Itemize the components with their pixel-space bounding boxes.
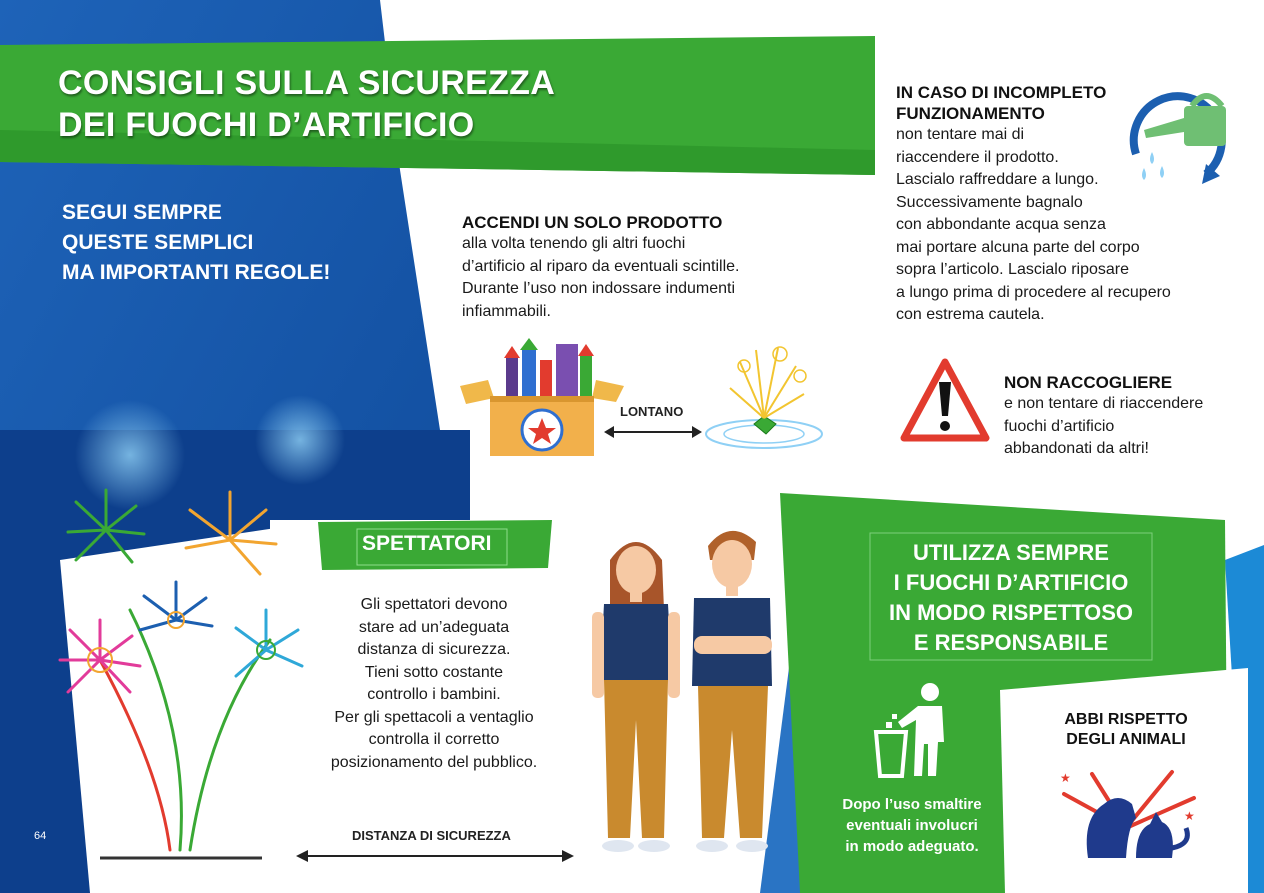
non-raccogliere-line: e non tentare di riaccendere	[1004, 395, 1204, 412]
double-arrow-icon	[604, 422, 702, 442]
spettatori-line: controlla il corretto	[368, 731, 500, 748]
incompleto-line: a lungo prima di procedere al recupero	[896, 283, 1171, 301]
accendi-line: alla volta tenendo gli altri fuochi	[462, 235, 686, 252]
page-title	[58, 62, 555, 146]
utilizza-line: IN MODO RISPETTOSO	[888, 600, 1134, 625]
incompleto-heading-1: IN CASO DI INCOMPLETO	[896, 83, 1107, 102]
distance-arrow-icon	[296, 846, 574, 866]
non-raccogliere-line: fuochi d’artificio	[1004, 417, 1115, 435]
trash-bin-person-icon	[872, 680, 954, 778]
smaltire-line: eventuali involucri	[846, 817, 978, 834]
incompleto-heading-2: FUNZIONAMENTO	[896, 104, 1045, 123]
fountain-icon	[700, 342, 828, 456]
animali-block	[1026, 710, 1226, 750]
spettatori-line: stare ad un’adeguata	[358, 618, 510, 636]
accendi-line: d’artificio al riparo da eventuali scintille.	[462, 257, 740, 275]
intro-text	[62, 198, 330, 288]
accendi-heading: ACCENDI UN SOLO PRODOTTO	[462, 213, 723, 232]
fireworks-box-icon	[458, 338, 628, 460]
incompleto-line: riaccendere il prodotto.	[896, 148, 1059, 166]
spettatori-line: controllo i bambini.	[367, 686, 501, 703]
utilizza-block	[870, 538, 1152, 658]
spettatori-block	[302, 594, 566, 774]
intro-line-3: MA IMPORTANTI REGOLE!	[62, 261, 331, 284]
distanza-label: DISTANZA DI SICUREZZA	[352, 828, 511, 843]
smaltire-line: Dopo l’uso smaltire	[842, 796, 982, 813]
svg-text:★: ★	[1184, 809, 1195, 823]
spettatori-line: Per gli spettacoli a ventaglio	[334, 708, 534, 726]
title-line-2: DEI FUOCHI D’ARTIFICIO	[58, 106, 475, 144]
incompleto-line: con estrema cautela.	[896, 306, 1045, 323]
smaltire-line: in modo adeguato.	[845, 838, 979, 855]
animali-line-1: ABBI RISPETTO	[1064, 711, 1188, 728]
fireworks-illustration	[40, 470, 320, 870]
watering-can-icon	[1122, 84, 1238, 188]
accendi-block	[462, 212, 862, 323]
page-number: 64	[34, 830, 47, 842]
spectators-illustration	[590, 520, 780, 865]
spettatori-line: Gli spettatori devono	[360, 596, 508, 613]
incompleto-line: mai portare alcuna parte del corpo	[896, 238, 1140, 256]
animali-line-2: DEGLI ANIMALI	[1066, 731, 1186, 748]
incompleto-line: Lascialo raffreddare a lungo.	[896, 171, 1099, 188]
incompleto-line: con abbondante acqua senza	[896, 216, 1106, 233]
spettatori-heading: SPETTATORI	[362, 532, 492, 555]
intro-line-2: QUESTE SEMPLICI	[62, 231, 254, 254]
non-raccogliere-block	[1004, 372, 1244, 461]
non-raccogliere-line: abbandonati da altri!	[1004, 440, 1149, 457]
utilizza-line: UTILIZZA SEMPRE	[913, 540, 1109, 565]
svg-text:★: ★	[1060, 771, 1071, 785]
intro-line-1: SEGUI SEMPRE	[62, 201, 222, 224]
utilizza-line: E RESPONSABILE	[913, 630, 1109, 655]
accendi-line: Durante l’uso non indossare indumenti	[462, 280, 736, 297]
spettatori-line: distanza di sicurezza.	[357, 641, 511, 658]
warning-triangle-icon	[900, 358, 990, 444]
spettatori-line: posizionamento del pubblico.	[330, 753, 538, 771]
incompleto-line: Successivamente bagnalo	[896, 193, 1083, 211]
accendi-line: infiammabili.	[462, 302, 551, 320]
animals-icon	[1052, 768, 1202, 860]
smaltire-block	[826, 794, 998, 857]
utilizza-line: I FUOCHI D’ARTIFICIO	[893, 570, 1129, 595]
incompleto-line: non tentare mai di	[896, 126, 1025, 143]
title-line-1: CONSIGLI SULLA SICUREZZA	[58, 64, 556, 102]
incompleto-line: sopra l’articolo. Lascialo riposare	[896, 261, 1129, 278]
non-raccogliere-heading: NON RACCOGLIERE	[1004, 373, 1173, 392]
lontano-label: LONTANO	[620, 404, 684, 419]
spettatori-line: Tieni sotto costante	[364, 663, 504, 681]
